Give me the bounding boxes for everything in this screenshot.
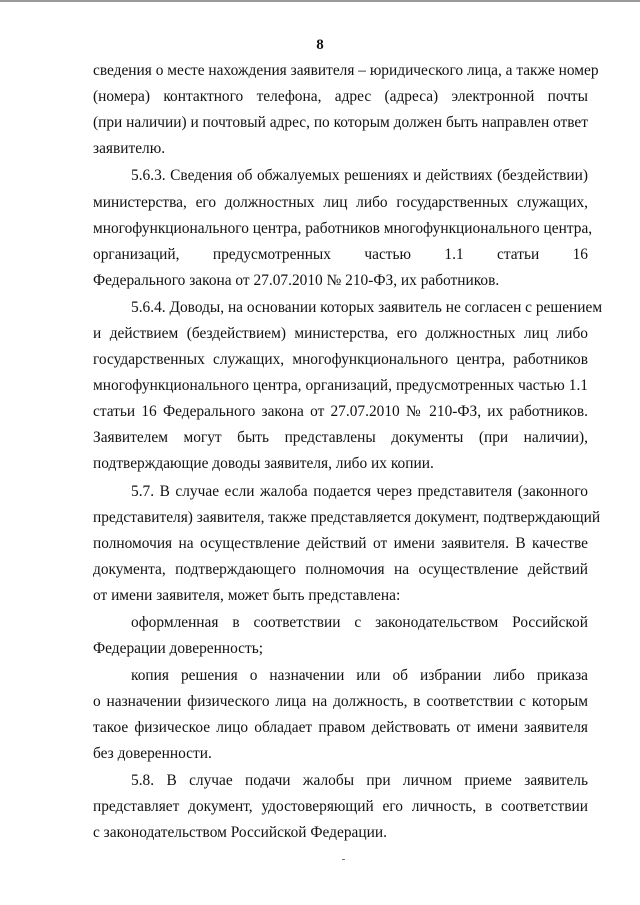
text-line: представителя) заявителя, также представляется документ, подтверждающий xyxy=(93,509,601,526)
text-line: Федерации доверенность; xyxy=(93,640,263,657)
page-top-edge xyxy=(0,0,640,2)
text-line: Федерального закона от 27.07.2010 № 210-ФЗ, их работников. xyxy=(93,272,500,289)
text-line: от имени заявителя, может быть представлена: xyxy=(93,587,401,604)
paragraph-5-6-3-first-line: 5.6.3. Сведения об обжалуемых решениях и действиях (бездействии) xyxy=(131,167,588,184)
text-line: сведения о месте нахождения заявителя – юридического лица, а также номер xyxy=(93,62,599,79)
text-line: заявителю. xyxy=(93,140,166,157)
text-line: государственных служащих, многофункционального центра, работников xyxy=(93,351,588,368)
page-number: 8 xyxy=(316,37,324,53)
text-line: такое физическое лицо обладает правом действовать от имени заявителя xyxy=(93,719,588,736)
list-item-first-line: копия решения о назначении или об избрании либо приказа xyxy=(131,667,588,684)
text-line: (номера) контактного телефона, адрес (адреса) электронной почты xyxy=(93,88,588,105)
text-line: полномочия на осуществление действий от имени заявителя. В качестве xyxy=(93,535,588,552)
text-line: статьи 16 Федерального закона от 27.07.2010 № 210-ФЗ, их работников. xyxy=(93,403,588,420)
text-line: (при наличии) и почтовый адрес, по которым должен быть направлен ответ xyxy=(93,114,588,131)
list-item-first-line: оформленная в соответствии с законодательством Российской xyxy=(131,614,588,631)
text-line: многофункционального центра, работников многофункционального центра, xyxy=(93,220,593,237)
text-line: о назначении физического лица на должность, в соответствии с которым xyxy=(93,693,588,710)
text-line: без доверенности. xyxy=(93,745,212,762)
text-line: министерства, его должностных лиц либо государственных служащих, xyxy=(93,194,588,211)
text-line: подтверждающие доводы заявителя, либо их копии. xyxy=(93,455,434,472)
text-line: Заявителем могут быть представлены документы (при наличии), xyxy=(93,429,588,446)
scan-speck xyxy=(342,859,345,860)
text-line: документа, подтверждающего полномочия на осуществление действий xyxy=(93,561,588,578)
paragraph-5-7-first-line: 5.7. В случае если жалоба подается через представителя (законного xyxy=(131,483,588,500)
paragraph-5-6-4-first-line: 5.6.4. Доводы, на основании которых заявитель не согласен с решением xyxy=(131,299,603,316)
text-line: с законодательством Российской Федерации. xyxy=(93,824,387,841)
text-line: и действием (бездействием) министерства, его должностных лиц либо xyxy=(93,325,588,342)
text-line: многофункционального центра, организаций, предусмотренных частью 1.1 xyxy=(93,377,588,394)
text-line: представляет документ, удостоверяющий его личность, в соответствии xyxy=(93,798,588,815)
text-line: организаций, предусмотренных частью 1.1 статьи 16 xyxy=(93,246,588,263)
paragraph-5-8-first-line: 5.8. В случае подачи жалобы при личном приеме заявитель xyxy=(131,772,588,789)
